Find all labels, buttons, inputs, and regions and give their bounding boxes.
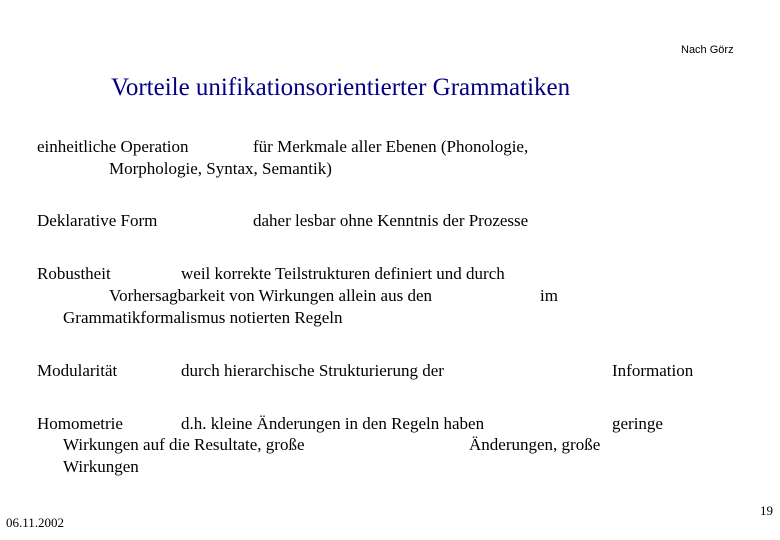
item-term: Homometrie — [37, 414, 123, 433]
item-text: Vorhersagbarkeit von Wirkungen allein aus den — [109, 286, 433, 305]
item-text: weil korrekte Teilstrukturen definiert und durch — [181, 264, 505, 283]
footer-date: 06.11.2002 — [6, 515, 65, 530]
item-text: daher lesbar ohne Kenntnis der Prozesse — [253, 211, 529, 230]
item-text: Wirkungen auf die Resultate, große — [63, 435, 305, 454]
item-text: durch hierarchische Strukturierung der — [181, 361, 444, 380]
item-text: d.h. kleine Änderungen in den Regeln haben — [181, 414, 485, 433]
item-text: im — [540, 286, 558, 305]
item-text: geringe — [612, 414, 663, 433]
page-number: 19 — [760, 503, 773, 518]
item-term: einheitliche Operation — [37, 137, 189, 156]
item-term: Deklarative Form — [37, 211, 158, 230]
item-text: Wirkungen — [63, 457, 139, 476]
item-term: Modularität — [37, 361, 118, 380]
item-term: Robustheit — [37, 264, 111, 283]
item-text: Morphologie, Syntax, Semantik) — [109, 159, 332, 178]
slide-title: Vorteile unifikationsorientierter Grammatiken — [111, 74, 571, 101]
item-text: Grammatikformalismus notierten Regeln — [63, 308, 343, 327]
item-text: für Merkmale aller Ebenen (Phonologie, — [253, 137, 529, 156]
item-text: Änderungen, große — [469, 435, 601, 454]
item-text: Information — [612, 361, 694, 380]
attribution-label: Nach Görz — [681, 44, 734, 56]
